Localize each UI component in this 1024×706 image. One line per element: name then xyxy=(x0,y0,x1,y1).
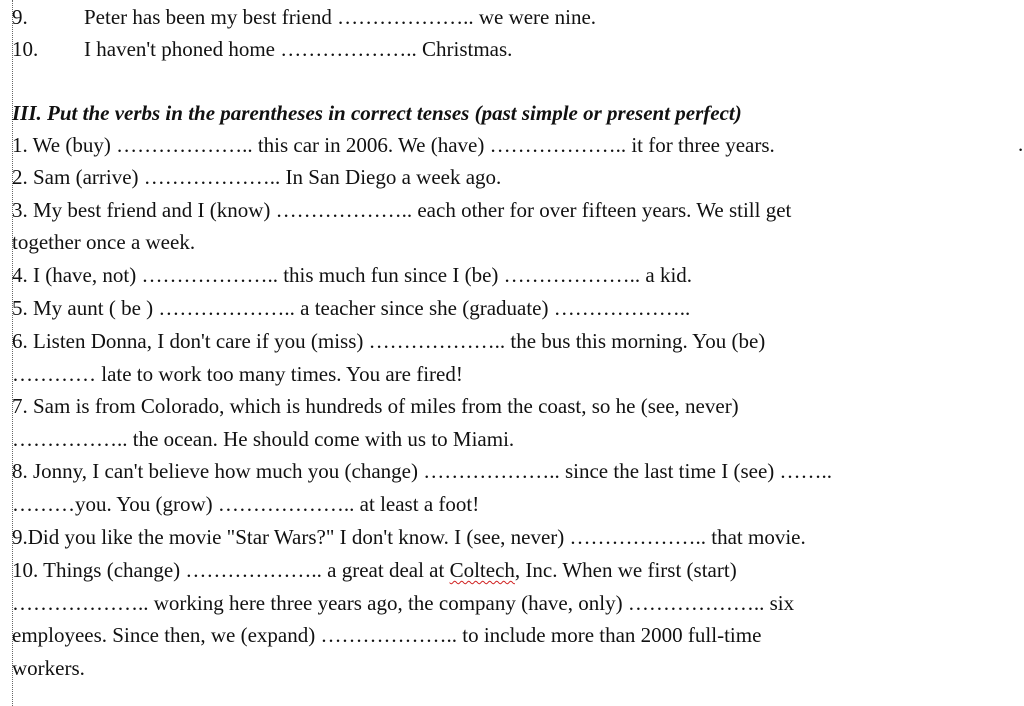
exercise-line: 5. My aunt ( be ) ……………….. a teacher since she (graduate) ……………….. xyxy=(12,296,691,320)
exercise-line: 7. Sam is from Colorado, which is hundreds of miles from the coast, so he (see, never) xyxy=(12,394,739,418)
section-heading: III. Put the verbs in the parentheses in correct tenses (past simple or present perfect) xyxy=(12,101,742,125)
exercise-line: ……………….. working here three years ago, the company (have, only) ……………….. six xyxy=(12,591,795,615)
item-number: 10. xyxy=(12,37,39,61)
exercise-item-9 xyxy=(12,1,596,33)
exercise-line: 1. We (buy) ……………….. this car in 2006. We (have) ……………….. it for three years. xyxy=(12,133,775,157)
line-text: , Inc. When we first (start) xyxy=(514,558,737,582)
line-text: 10. Things (change) ……………….. a great deal at xyxy=(12,558,450,582)
exercise-line: 2. Sam (arrive) ……………….. In San Diego a week ago. xyxy=(12,165,502,189)
exercise-line: ………you. You (grow) ……………….. at least a foot! xyxy=(12,492,480,516)
exercise-line: together once a week. xyxy=(12,230,196,254)
exercise-line: workers. xyxy=(12,656,85,680)
exercise-line: 8. Jonny, I can't believe how much you (change) ……………….. since the last time I (see) …….. xyxy=(12,459,833,483)
exercise-line: 4. I (have, not) ……………….. this much fun since I (be) ……………….. a kid. xyxy=(12,263,693,287)
exercise-line: 6. Listen Donna, I don't care if you (miss) ……………….. the bus this morning. You (be) xyxy=(12,329,766,353)
exercise-line: 3. My best friend and I (know) ……………….. each other for over fifteen years. We still get xyxy=(12,198,792,222)
item-text: I haven't phoned home ……………….. Christmas. xyxy=(84,37,513,61)
exercise-item-10 xyxy=(12,33,512,65)
stray-mark: . xyxy=(1018,132,1024,156)
exercise-line: employees. Since then, we (expand) ……………….. to include more than 2000 full-time xyxy=(12,623,762,647)
exercise-line-10 xyxy=(12,554,737,586)
item-text: Peter has been my best friend ……………….. we were nine. xyxy=(84,5,597,29)
item-number: 9. xyxy=(12,5,28,29)
exercise-line: ………… late to work too many times. You are fired! xyxy=(12,362,463,386)
exercise-line: 9.Did you like the movie "Star Wars?" I don't know. I (see, never) ……………….. that movie. xyxy=(12,525,806,549)
exercise-line: …………….. the ocean. He should come with us to Miami. xyxy=(12,427,515,451)
spellcheck-word: Coltech xyxy=(449,558,515,582)
